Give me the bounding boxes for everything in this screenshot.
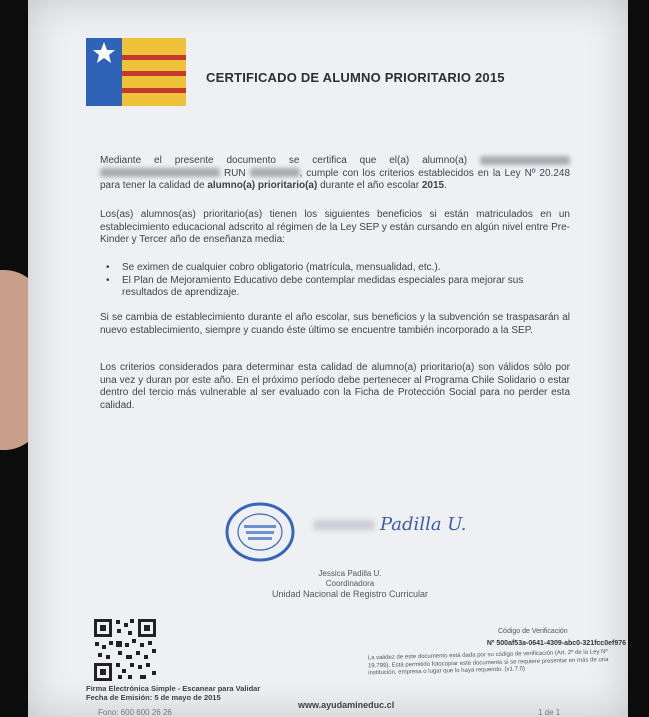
bullet-marker: • [106,262,110,273]
signer-block [260,569,440,599]
certificate-paper [28,0,628,717]
verification-code-value: Nº 500af53a-0641-4309-abc0-321fcc0ef976 [486,640,626,647]
signature-faint-stroke [314,520,374,530]
electronic-signature-note [86,684,260,702]
paragraph-certification: Mediante el presente documento se certifica que el(a) alumno(a) RUN , cumple con los criterios establecidos en la Ley Nº 20.248 para tener la calidad de alumno(a) prioritario(a) durante el año escolar 2015. [100,155,571,191]
p1-year: 2015 [421,180,445,191]
verification-code-label: Código de Verificación [498,628,568,635]
redacted-student-surname [100,168,220,177]
page-number: 1 de 1 [538,708,561,717]
legal-notice: La validez de este documento está dada por su código de verificación (Art. 2º de la Ley Nº 19.799). Está permitido fotocopiar este documento si se requiere presentar en más de una institución, empresa o lugar que lo haya requerido. (v1.7.0) [367,649,609,677]
paragraph-benefits: Los(as) alumnos(as) prioritario(as) tienen los siguientes beneficios si están matriculados en un establecimiento educacional adscrito al régimen de la Ley SEP y están cursando en algún nivel entre Pre-Kinder y Tercer año de enseñanza media: [100,209,570,245]
document-title: CERTIFICADO DE ALUMNO PRIORITARIO 2015 [206,70,505,85]
p1-run-label: RUN [223,167,246,179]
bullet-marker: • [106,274,110,286]
signer-unit: Unidad Nacional de Registro Curricular [271,589,429,599]
benefits-list [106,262,568,300]
official-stamp [224,501,296,563]
website-link: www.ayudamineduc.cl [298,700,395,710]
p1-law: , cumple con los criterios establecidos en la Ley Nº 20.248 para tener la calidad de [100,167,571,191]
firma-label: Firma Electrónica Simple - Escanear para Validar [86,684,261,693]
list-item-text: El Plan de Mejoramiento Educativo debe contemplar medidas especiales para mejorar sus resultados de aprendizaje. [122,274,524,298]
handwritten-signature: Padilla U. [380,514,467,535]
p1-prioritario: alumno(a) prioritario(a) [207,180,318,191]
list-item [106,275,568,300]
list-item-text: Se eximen de cualquier cobro obligatorio (matrícula, mensualidad, etc.). [122,262,441,273]
redacted-student-name [480,156,570,165]
signer-role: Coordinadora [325,579,375,588]
redacted-run [250,168,300,177]
government-logo [86,38,186,106]
p1-during: durante el año escolar [320,180,420,191]
p1-intro: Mediante el presente documento se certifica que el(a) alumno(a) [100,155,468,166]
list-item [106,262,568,275]
qr-code [92,617,158,683]
paragraph-criteria: Los criterios considerados para determinar esta calidad de alumno(a) prioritario(a) son válidos sólo por una vez y duran por este año. En el próximo período debe pertenecer al Programa Chile Solidario o estar dentro del tercio más vulnerable al ser evaluado con la Ficha de Protección Social para no perder esta calidad. [100,362,570,411]
phone-number: Fono: 600 600 26 26 [98,708,172,717]
issue-date: Fecha de Emisión: 5 de mayo de 2015 [86,693,221,702]
signer-name: Jessica Padilla U. [318,569,382,578]
paragraph-transfer: Si se cambia de establecimiento durante el año escolar, sus beneficios y la subvención se traspasarán al nuevo establecimiento, siempre y cuando éste último se encuentre también incorporado a la SEP. [100,312,570,336]
